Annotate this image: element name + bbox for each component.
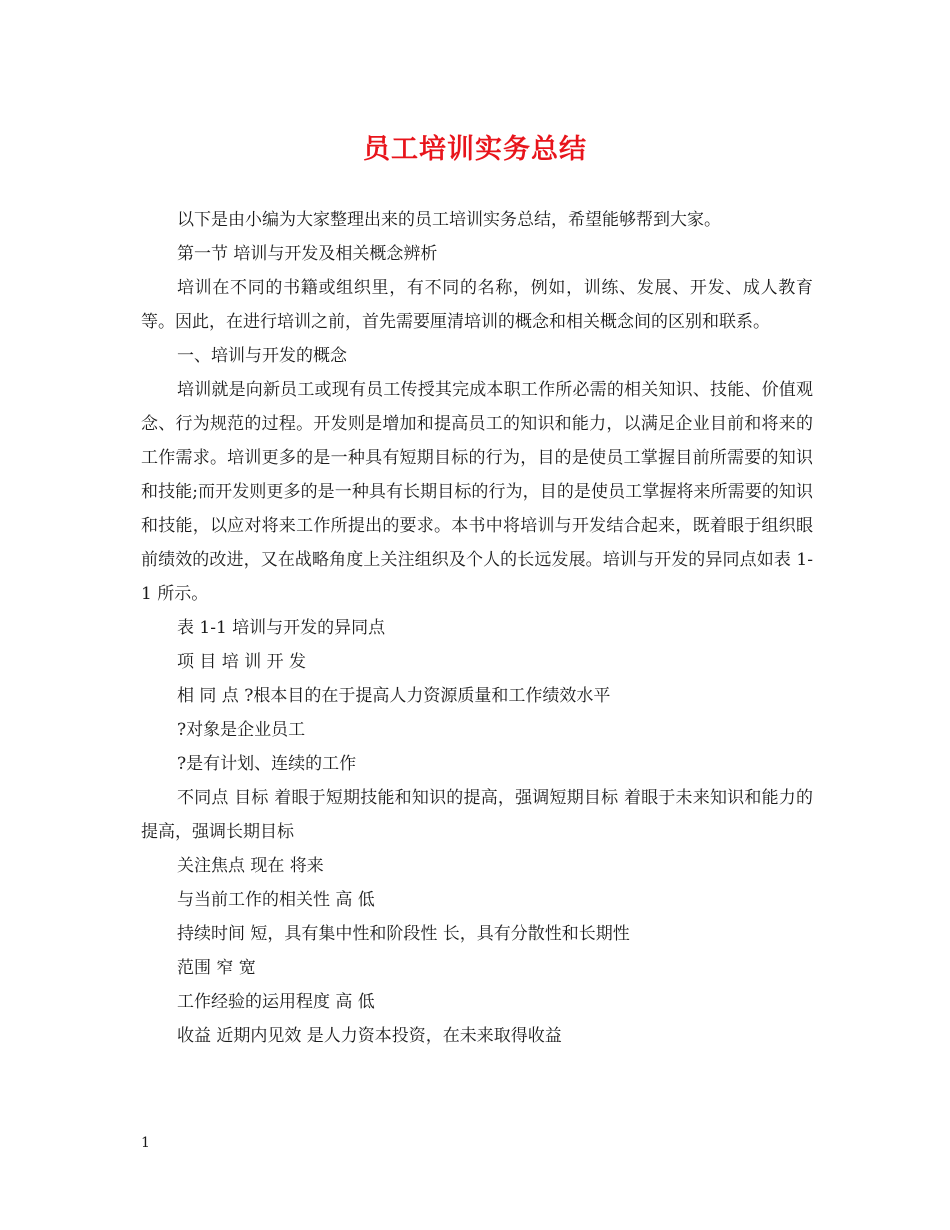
table-row: 不同点 目标 着眼于短期技能和知识的提高，强调短期目标 着眼于未来知识和能力的提高，强调长期目标 xyxy=(141,788,813,842)
table-row: 收益 近期内见效 是人力资本投资，在未来取得收益 xyxy=(177,1026,562,1046)
body-paragraph: 培训在不同的书籍或组织里，有不同的名称，例如，训练、发展、开发、成人教育等。因此，在进行培训之前，首先需要厘清培训的概念和相关概念间的区别和联系。 xyxy=(141,278,813,332)
table-row: 关注焦点 现在 将来 xyxy=(177,856,324,876)
page-title: 员工培训实务总结 xyxy=(363,134,587,165)
subsection-heading: 一、培训与开发的概念 xyxy=(177,346,347,366)
section-heading: 第一节 培训与开发及相关概念辨析 xyxy=(177,244,438,264)
table-row: ?是有计划、连续的工作 xyxy=(177,754,357,774)
table-row: 与当前工作的相关性 高 低 xyxy=(177,890,375,910)
body-paragraph: 培训就是向新员工或现有员工传授其完成本职工作所必需的相关知识、技能、价值观念、行为规范的过程。开发则是增加和提高员工的知识和能力，以满足企业目前和将来的工作需求。培训更多的是一种具有短期目标的行为，目的是使员工掌握目前所需要的知识和技能;而开发则更多的是一种具有长期目标的行为，目的是使员工掌握将来所需要的知识和技能，以应对将来工作所提出的要求。本书中将培训与开发结合起来，既着眼于组织眼前绩效的改进，又在战略角度上关注组织及个人的长远发展。培训与开发的异同点如表 1-1 所示。 xyxy=(141,380,813,604)
document-body xyxy=(141,203,813,1053)
table-row: ?对象是企业员工 xyxy=(177,720,306,740)
page-number: 1 xyxy=(141,1135,150,1151)
table-row: 项 目 培 训 开 发 xyxy=(177,652,307,672)
table-row: 工作经验的运用程度 高 低 xyxy=(177,992,375,1012)
table-row: 范围 窄 宽 xyxy=(177,958,256,978)
table-caption: 表 1-1 培训与开发的异同点 xyxy=(177,618,386,638)
table-row: 相 同 点 ?根本目的在于提高人力资源质量和工作绩效水平 xyxy=(177,686,611,706)
intro-paragraph: 以下是由小编为大家整理出来的员工培训实务总结，希望能够帮到大家。 xyxy=(177,210,721,230)
table-row: 持续时间 短，具有集中性和阶段性 长，具有分散性和长期性 xyxy=(177,924,630,944)
